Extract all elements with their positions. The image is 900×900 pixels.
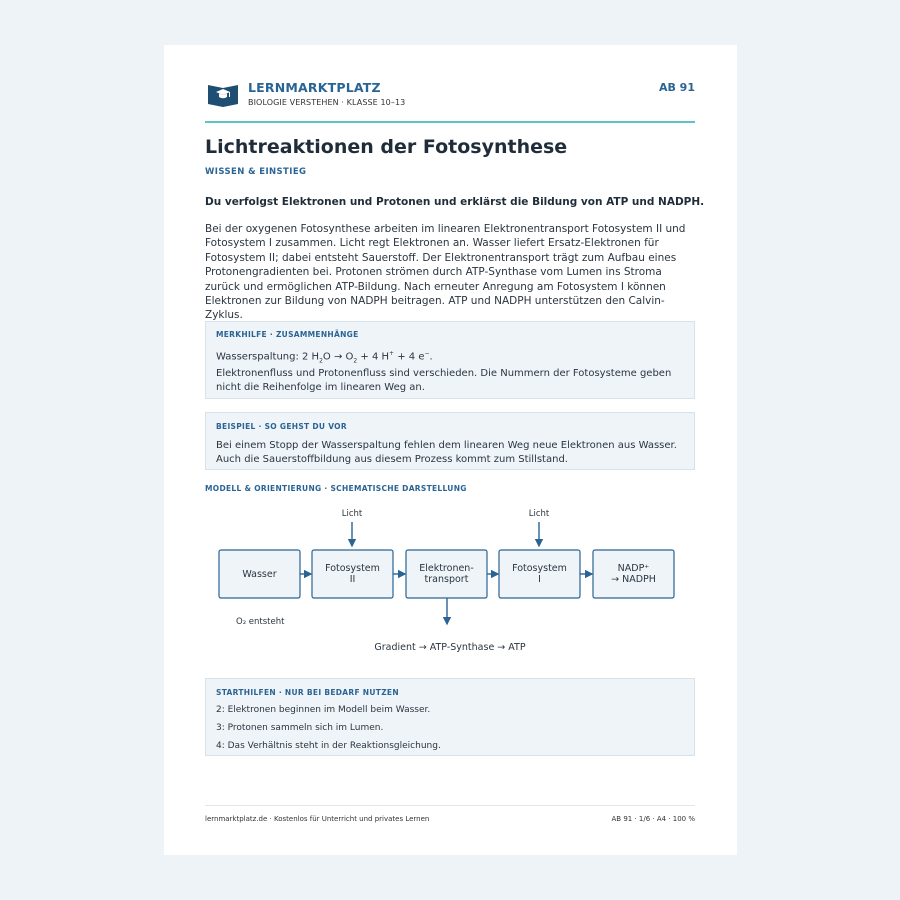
light-label-1: Licht: [341, 509, 363, 519]
beispiel-text: Bei einem Stopp der Wasserspaltung fehlen dem linearen Weg neue Elektronen aus Wasser. Auch die Sauerstoffbildung aus diesem Prozess kommt zum Stillstand.: [216, 440, 677, 466]
box-fotosystem-i-line1: Fotosystem: [512, 563, 567, 574]
model-label: MODELL & ORIENTIERUNG · SCHEMATISCHE DARSTELLUNG: [205, 484, 467, 493]
book-graduation-cap-icon: [207, 81, 239, 107]
box-elektronentransport-line1: Elektronen-: [419, 563, 474, 574]
equation-line: [216, 347, 688, 369]
equation-part: O → O: [322, 351, 354, 363]
brand-subtitle: BIOLOGIE VERSTEHEN · KLASSE 10–13: [248, 98, 406, 107]
hint-item: 4: Das Verhältnis steht in der Reaktionsgleichung.: [216, 741, 441, 751]
equation-superscript: +: [389, 350, 395, 357]
body-paragraph: Bei der oxygenen Fotosynthese arbeiten im linearen Elektronentransport Fotosystem II und Fotosystem I zusammen. Licht regt Elektronen an. Wasser liefert Ersatz-Elektronen für Fotosystem II; dabei entsteht Sauerstoff. Der Elektronentransport trägt zum Aufbau eines Protonengradienten bei. Protonen strömen durch ATP-Synthase vom Lumen ins Stroma zurück und ermöglichen ATP-Bildung. Nach erneuter Anregung am Fotosystem I können Elektronen zur Bildung von NADPH beitragen. ATP und NADPH unterstützen den Calvin-Zyklus.: [205, 223, 686, 322]
box-nadph-line2: → NADPH: [611, 574, 656, 585]
merkhilfe-box: [205, 321, 695, 399]
equation-prefix: Wasserspaltung:: [216, 351, 303, 363]
merkhilfe-label: MERKHILFE · ZUSAMMENHÄNGE: [216, 330, 359, 339]
equation-superscript: −: [424, 350, 430, 357]
equation-subscript: 2: [319, 357, 323, 365]
starthilfen-box: [205, 678, 695, 756]
gradient-note: Gradient → ATP-Synthase → ATP: [374, 642, 526, 653]
equation-part: + 4 e: [394, 351, 425, 363]
hint-item: 2: Elektronen beginnen im Modell beim Wasser.: [216, 705, 431, 715]
schematic-diagram: [205, 500, 695, 660]
light-label-2: Licht: [528, 509, 550, 519]
box-fotosystem-i-line2: I: [538, 574, 541, 585]
box-nadph-line1: NADP⁺: [617, 563, 650, 574]
equation-subscript: 2: [353, 357, 358, 365]
beispiel-box: [205, 412, 695, 470]
header: [205, 80, 695, 122]
equation-part: + 4 H: [357, 351, 390, 363]
merkhilfe-text: Elektronenfluss und Protonenfluss sind verschieden. Die Nummern der Fotosysteme geben nicht die Reihenfolge im linearen Weg an.: [216, 368, 672, 394]
beispiel-label: BEISPIEL · SO GEHST DU VOR: [216, 422, 347, 431]
brand-name: LERNMARKTPLATZ: [248, 80, 381, 95]
section-kicker: WISSEN & EINSTIEG: [205, 167, 307, 177]
footer-left: lernmarktplatz.de · Kostenlos für Unterricht und privates Lernen: [205, 815, 430, 823]
page-title: Lichtreaktionen der Fotosynthese: [205, 136, 568, 158]
equation-part: 2 H: [302, 351, 320, 363]
footer-right: AB 91 · 1/6 · A4 · 100 %: [611, 815, 695, 823]
box-fotosystem-ii-line1: Fotosystem: [325, 563, 380, 574]
equation-part: .: [429, 351, 433, 363]
box-elektronentransport-line2: transport: [424, 574, 469, 585]
starthilfen-label: STARTHILFEN · NUR BEI BEDARF NUTZEN: [216, 688, 399, 697]
header-divider: [205, 121, 695, 123]
o2-note: O₂ entsteht: [236, 617, 285, 627]
footer-divider: [205, 805, 695, 806]
box-wasser-label: Wasser: [242, 569, 277, 580]
sheet-code: AB 91: [658, 81, 695, 94]
lead-sentence: Du verfolgst Elektronen und Protonen und erklärst die Bildung von ATP und NADPH.: [205, 196, 705, 208]
box-fotosystem-ii-line2: II: [349, 574, 356, 585]
worksheet-page: [164, 45, 737, 855]
hint-item: 3: Protonen sammeln sich im Lumen.: [216, 723, 384, 733]
